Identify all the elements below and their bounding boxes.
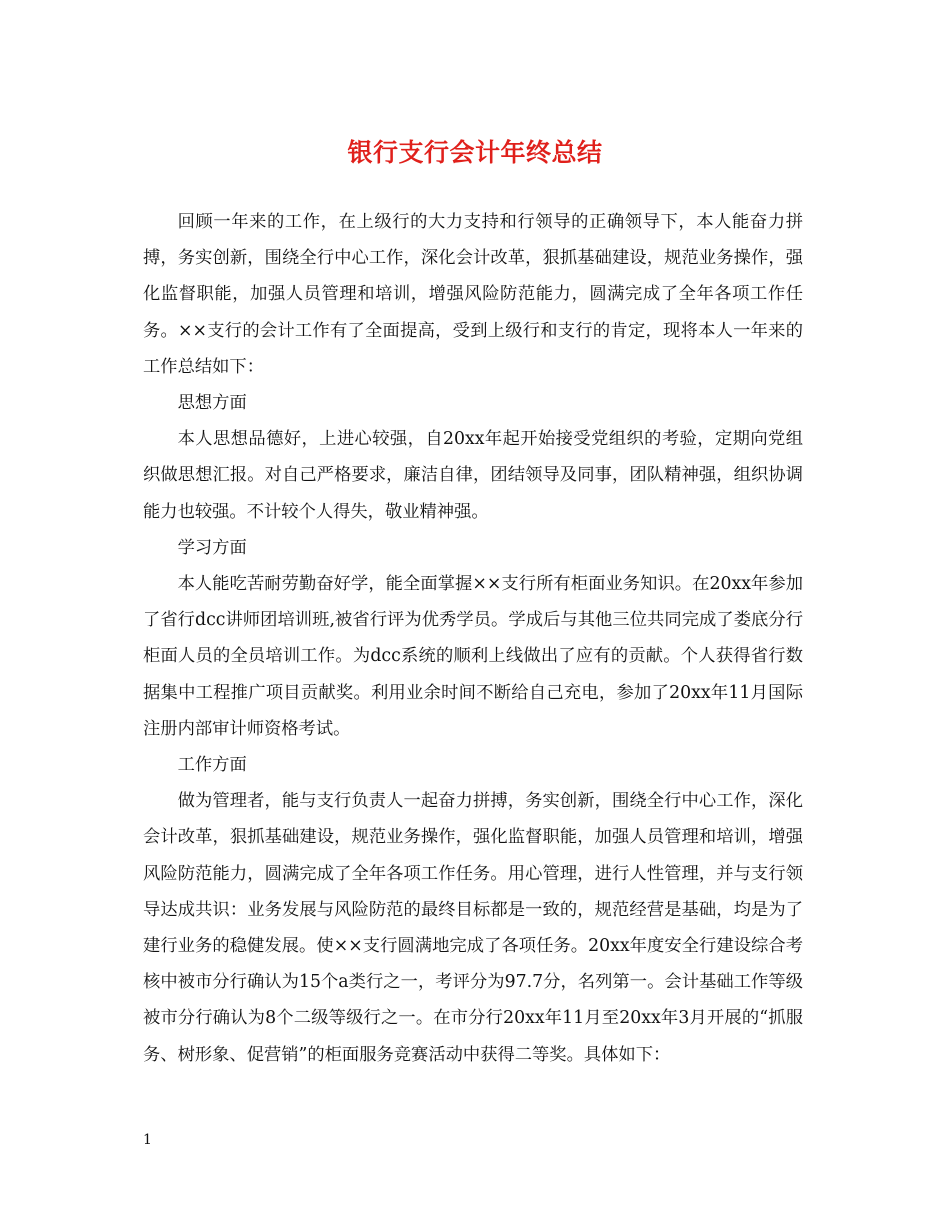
paragraph-intro: 回顾一年来的工作，在上级行的大力支持和行领导的正确领导下，本人能奋力拼搏，务实创新，围绕全行中心工作，深化会计改革，狠抓基础建设，规范业务操作，强化监督职能，加强人员管理和培训，增强风险防范能力，圆满完成了全年各项工作任务。××支行的会计工作有了全面提高，受到上级行和支行的肯定，现将本人一年来的工作总结如下： [143,212,803,377]
paragraph-thought: 本人思想品德好，上进心较强，自20xx年起开始接受党组织的考验，定期向党组织做思想汇报。对自己严格要求，廉洁自律，团结领导及同事，团队精神强，组织协调能力也较强。不计较个人得失，敬业精神强。 [143,429,803,522]
section-heading-work: 工作方面 [177,755,247,776]
section-heading-thought: 思想方面 [177,393,247,414]
paragraph-work: 做为管理者，能与支行负责人一起奋力拼搏，务实创新，围绕全行中心工作，深化会计改革，狠抓基础建设，规范业务操作，强化监督职能，加强人员管理和培训，增强风险防范能力，圆满完成了全年各项工作任务。用心管理，进行人性管理，并与支行领导达成共识：业务发展与风险防范的最终目标都是一致的，规范经营是基础，均是为了建行业务的稳健发展。使××支行圆满地完成了各项任务。20xx年度安全行建设综合考核中被市分行确认为15个a类行之一，考评分为97.7分，名列第一。会计基础工作等级被市分行确认为8个二级等级行之一。在市分行20xx年11月至20xx年3月开展的“抓服务、树形象、促营销”的柜面服务竞赛活动中获得二等奖。具体如下： [143,791,803,1065]
paragraph-study: 本人能吃苦耐劳勤奋好学，能全面掌握××支行所有柜面业务知识。在20xx年参加了省行dcc讲师团培训班,被省行评为优秀学员。学成后与其他三位共同完成了娄底分行柜面人员的全员培训工作。为dcc系统的顺利上线做出了应有的贡献。个人获得省行数据集中工程推广项目贡献奖。利用业余时间不断给自己充电，参加了20xx年11月国际注册内部审计师资格考试。 [143,574,803,739]
section-heading-study: 学习方面 [177,537,247,558]
page-number: 1 [143,1132,152,1148]
document-title: 银行支行会计年终总结 [347,138,603,167]
document-body [143,204,803,1073]
